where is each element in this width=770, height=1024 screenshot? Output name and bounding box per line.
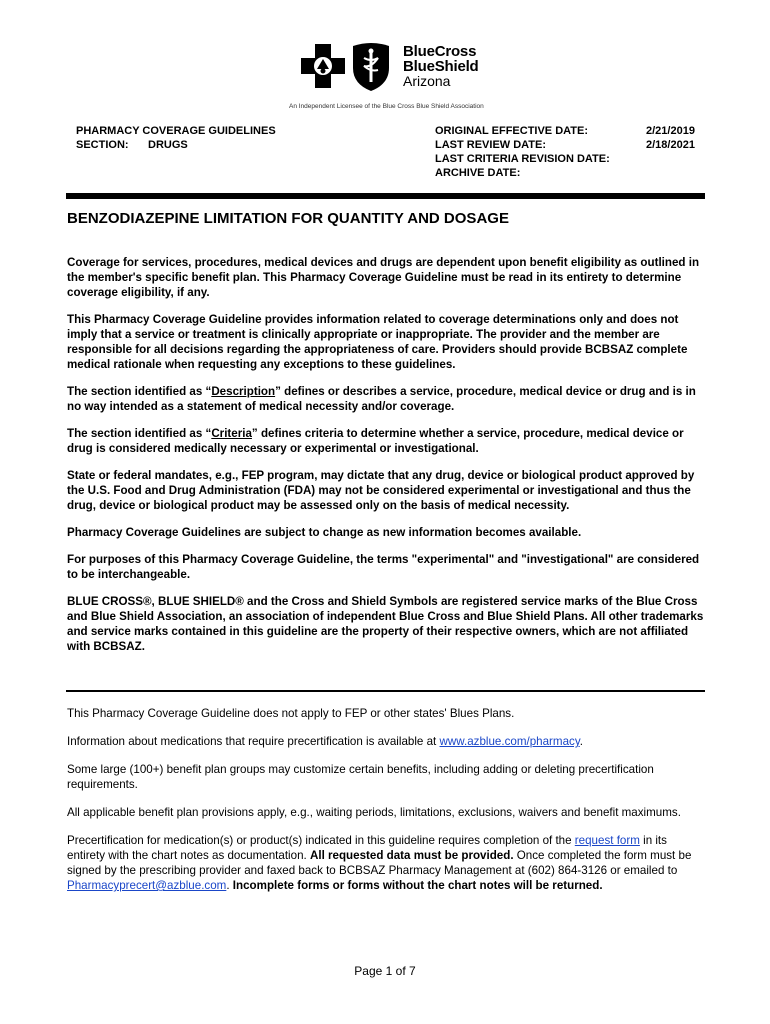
email-link[interactable]: Pharmacyprecert@azblue.com [67, 879, 227, 892]
section-value: DRUGS [148, 139, 188, 151]
text: The section identified as “ [67, 427, 212, 440]
note-provisions: All applicable benefit plan provisions apply, e.g., waiting periods, limitations, exclusions, waivers and benefit maximums. [67, 806, 681, 819]
disclaimer-section [67, 255, 707, 666]
text: Information about medications that require precertification is available at [67, 735, 440, 748]
brand-line-3: Arizona [403, 73, 451, 89]
required-data-note: All requested data must be provided. [309, 849, 514, 862]
text: Precertification for medication(s) or product(s) indicated in this guideline requires completion of the [67, 834, 575, 847]
paragraph-changes: Pharmacy Coverage Guidelines are subject to change as new information becomes available. [67, 526, 582, 539]
paragraph-trademarks: BLUE CROSS®, BLUE SHIELD® and the Cross and Shield Symbols are registered service marks of the Blue Cross and Blue Shield Association, an association of independent Blue Cross and Blue Shield Plans. All other trademarks and service marks contained in this guideline are the property of their respective owners, which are not affiliated with BCBSAZ. [67, 595, 704, 653]
criteria-term: Criteria [211, 427, 252, 440]
header-divider [66, 193, 705, 199]
notes-section [67, 706, 707, 906]
original-date-value: 2/21/2019 [646, 125, 695, 137]
paragraph-coverage: Coverage for services, procedures, medical devices and drugs are dependent upon benefit eligibility as outlined in the member's specific benefit plan. This Pharmacy Coverage Guideline must be read in its entirety to determine coverage eligibility, if any. [67, 256, 700, 299]
section-divider [66, 690, 705, 692]
text: ” defines criteria to determine whether a service, procedure, medical device or drug is considered medically necessary or experimental or investigational. [67, 427, 684, 455]
paragraph-mandates: State or federal mandates, e.g., FEP program, may dictate that any drug, device or biological product approved by the U.S. Food and Drug Administration (FDA) may not be considered experimental or investigational and thus the drug, device or biological product may be assessed only on the basis of medical necessity. [67, 469, 695, 512]
text: in its entirety with the chart notes as documentation. [67, 834, 667, 862]
text: ” defines or describes a service, procedure, medical device or drug and is in no way intended as a statement of medical necessity and/or coverage. [67, 385, 696, 413]
note-precert-info [67, 734, 707, 749]
review-date-value: 2/18/2021 [646, 139, 695, 151]
licensee-note: An Independent Licensee of the Blue Cross Blue Shield Association [289, 103, 484, 110]
guideline-header-left [76, 124, 276, 152]
text: . [579, 735, 583, 748]
review-date-label: LAST REVIEW DATE: [435, 139, 547, 151]
bcbs-logo [297, 40, 497, 112]
guideline-type: PHARMACY COVERAGE GUIDELINES [76, 125, 276, 137]
brand-line-1: BlueCross [403, 43, 477, 60]
section-label: SECTION: [76, 139, 129, 151]
document-title: BENZODIAZEPINE LIMITATION FOR QUANTITY AND DOSAGE [67, 210, 509, 227]
paragraph-determinations: This Pharmacy Coverage Guideline provides information related to coverage determinations only and does not imply that a service or treatment is clinically appropriate or inappropriate. The provider and the member are responsible for all decisions regarding the appropriateness of care. Providers should provide BCBSAZ complete medical rationale when requesting any exceptions to these guidelines. [67, 313, 688, 371]
paragraph-criteria [67, 426, 707, 456]
text: The section identified as “ [67, 385, 212, 398]
incomplete-forms-note: Incomplete forms or forms without the chart notes will be returned. [232, 879, 603, 892]
paragraph-description [67, 384, 707, 414]
original-date-label: ORIGINAL EFFECTIVE DATE: [435, 125, 588, 137]
note-request-form [67, 833, 707, 893]
brand-line-2: BlueShield [403, 58, 479, 75]
blue-shield-icon [349, 42, 393, 92]
description-term: Description [211, 385, 276, 398]
date-labels [435, 124, 610, 180]
blue-cross-icon [301, 44, 345, 88]
paragraph-terms: For purposes of this Pharmacy Coverage Guideline, the terms "experimental" and "investigational" are considered to be interchangeable. [67, 553, 700, 581]
request-form-link[interactable]: request form [574, 834, 640, 847]
section-row [76, 138, 276, 152]
note-fep: This Pharmacy Coverage Guideline does not apply to FEP or other states' Blues Plans. [67, 707, 515, 720]
date-values [646, 124, 695, 152]
page-number: Page 1 of 7 [354, 964, 416, 978]
pharmacy-link[interactable]: www.azblue.com/pharmacy [439, 735, 580, 748]
archive-date-label: ARCHIVE DATE: [435, 167, 521, 179]
text: Once completed the form must be signed by the prescribing provider and faxed back to BCBSAZ Pharmacy Management at (602) 864-3126 or emailed to [67, 849, 692, 877]
brand-name [403, 44, 479, 89]
text: . [226, 879, 233, 892]
note-large-groups: Some large (100+) benefit plan groups may customize certain benefits, including adding or deleting precertification requirements. [67, 763, 654, 791]
criteria-date-label: LAST CRITERIA REVISION DATE: [435, 153, 610, 165]
